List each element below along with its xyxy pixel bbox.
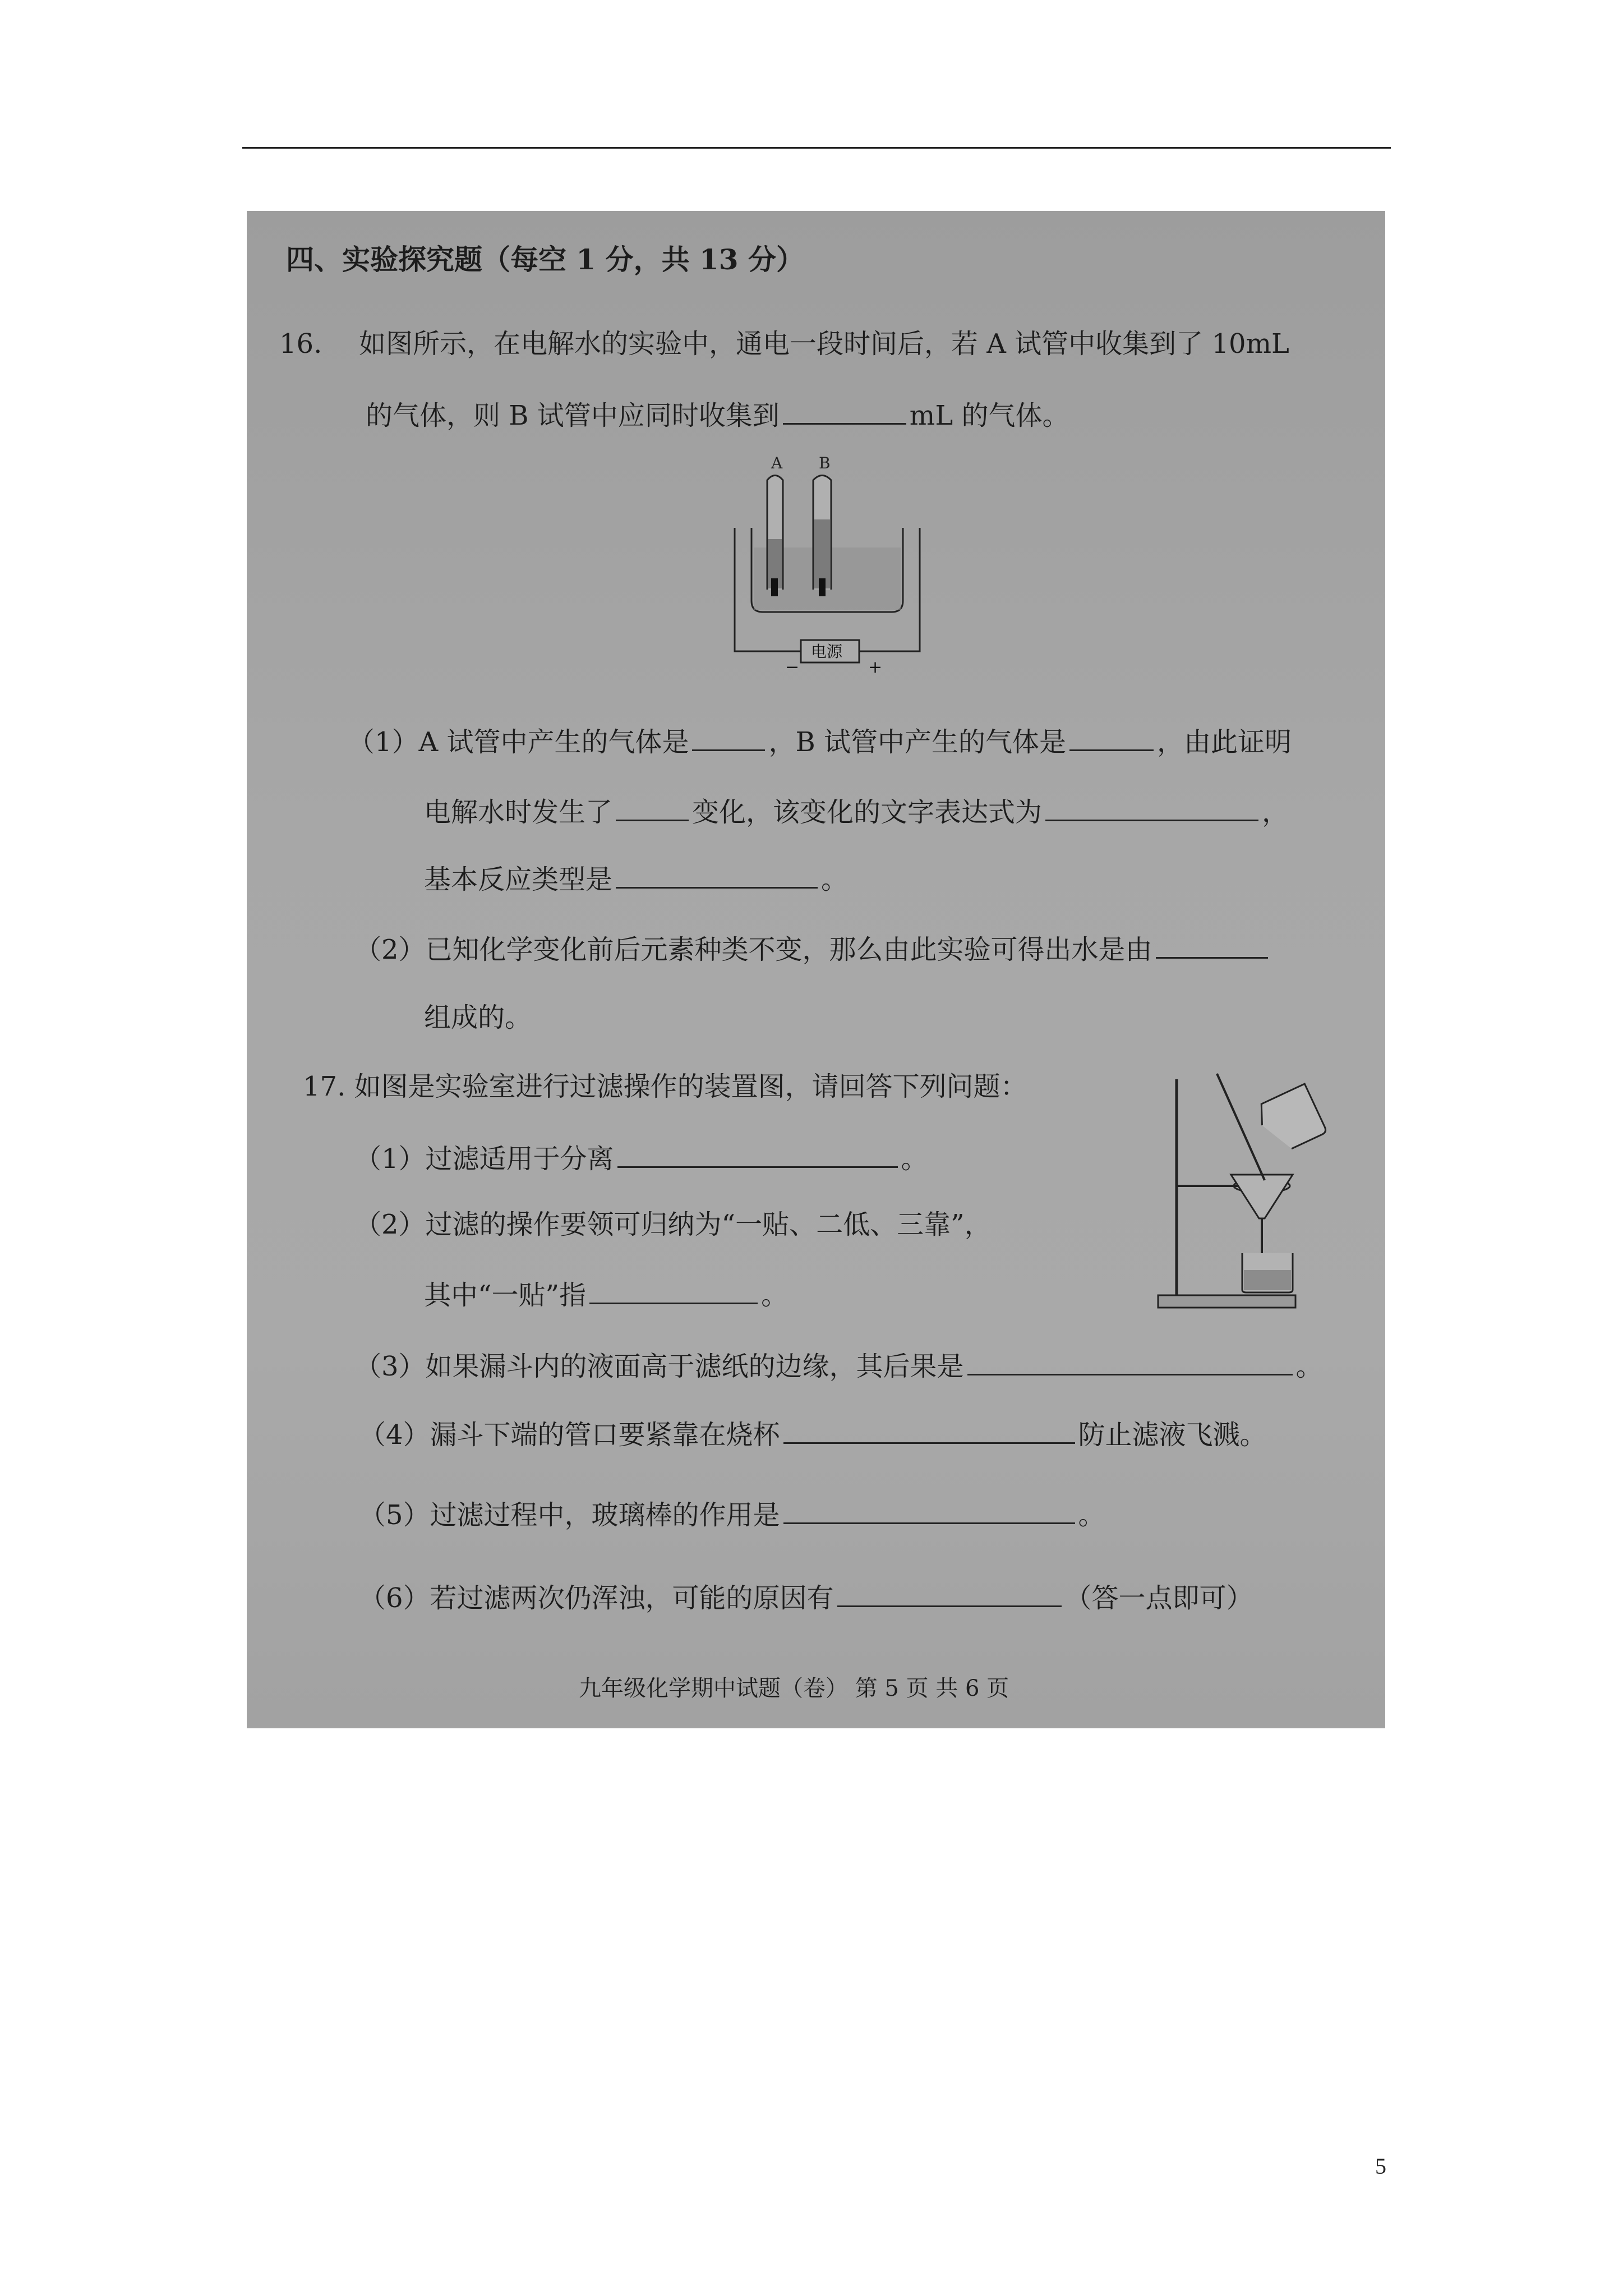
q16-part2-end: 组成的。 [424, 1002, 532, 1033]
q17-part2: （2）过滤的操作要领可归纳为“一贴、二低、三靠”， [354, 1209, 992, 1240]
q17-part1 [354, 1143, 928, 1175]
q16-part1b-suffix: ， [1262, 797, 1289, 828]
q17-blank-consequence[interactable] [967, 1351, 1293, 1375]
q17-part4 [359, 1419, 1267, 1451]
q16-blank-expression[interactable] [1045, 797, 1258, 821]
q17-part6 [359, 1583, 1253, 1612]
tube-b-label: B [819, 454, 831, 472]
q16-part1b-prefix: 电解水时发生了 [424, 797, 613, 828]
q16-part1-suffix: ，由此证明 [1157, 726, 1292, 758]
q17-part2-line2 [424, 1280, 788, 1309]
exam-footer: 九年级化学期中试题（卷） 第 5 页 共 6 页 [579, 1676, 1009, 1701]
q17-part3 [354, 1351, 1323, 1380]
q17-part6-suffix: （答一点即可） [1064, 1582, 1253, 1614]
q17-part6-prefix: （6）若过滤两次仍浑浊，可能的原因有 [359, 1582, 834, 1614]
q17-blank-beaker-wall[interactable] [783, 1420, 1075, 1444]
positive-sign: + [868, 657, 883, 677]
q16-part2-text: （2）已知化学变化前后元素种类不变，那么由此实验可得出水是由 [354, 934, 1152, 965]
q17-part3-suffix: 。 [1295, 1351, 1323, 1382]
q16-part1-prefix: （1）A 试管中产生的气体是 [348, 726, 689, 758]
q16-blank-volume[interactable] [783, 401, 906, 425]
stand-base [1158, 1295, 1295, 1308]
q16-line2-prefix: 的气体，则 B 试管中应同时收集到 [366, 400, 780, 431]
q16-part1-line3 [424, 864, 848, 893]
exam-page-photo [247, 211, 1385, 1728]
q17-part1-prefix: （1）过滤适用于分离 [354, 1143, 614, 1175]
q17-part2b-prefix: 其中“一贴”指 [424, 1280, 587, 1311]
q17-intro: 17. 如图是实验室进行过滤操作的装置图，请回答下列问题： [303, 1071, 1027, 1102]
q16-blank-gas-b[interactable] [1069, 727, 1154, 751]
electrode-b [819, 578, 826, 596]
filtrate [1244, 1270, 1291, 1290]
q16-number: 16. [279, 328, 322, 360]
negative-sign: − [785, 657, 800, 677]
q16-part2 [354, 935, 1271, 963]
q17-blank-separate[interactable] [617, 1144, 898, 1168]
header-rule [242, 147, 1391, 149]
q16-line1: 如图所示，在电解水的实验中，通电一段时间后，若 A 试管中收集到了 10mL [359, 328, 1289, 360]
q16-blank-reaction-type[interactable] [616, 864, 818, 889]
funnel [1231, 1175, 1293, 1218]
q16-part1 [348, 727, 1292, 756]
q17-part3-prefix: （3）如果漏斗内的液面高于滤纸的边缘，其后果是 [354, 1351, 964, 1382]
q16-line2 [366, 401, 1069, 429]
q17-part5-prefix: （5）过滤过程中，玻璃棒的作用是 [359, 1499, 780, 1531]
page-number: 5 [1375, 2154, 1386, 2179]
q17-part5-suffix: 。 [1078, 1499, 1105, 1531]
power-supply-label: 电源 [811, 642, 843, 661]
tube-b-water [814, 519, 830, 588]
pouring-beaker [1254, 1084, 1327, 1156]
q16-part1c-suffix: 。 [821, 864, 849, 895]
section-title: 四、实验探究题（每空 1 分，共 13 分） [286, 243, 804, 276]
q16-blank-gas-a[interactable] [692, 727, 765, 751]
q16-part1-mid: ，B 试管中产生的气体是 [768, 726, 1067, 758]
q17-blank-first-rule[interactable] [589, 1280, 758, 1304]
glass-rod [1217, 1074, 1265, 1180]
q17-part5 [359, 1500, 1105, 1529]
q17-part1-suffix: 。 [901, 1143, 928, 1175]
electrolysis-diagram [718, 449, 942, 685]
q17-blank-rod-function[interactable] [783, 1500, 1075, 1524]
q17-blank-reason[interactable] [837, 1583, 1062, 1607]
q17-part2b-suffix: 。 [761, 1280, 789, 1311]
electrode-a [771, 578, 778, 596]
q16-line2-suffix: mL 的气体。 [909, 400, 1069, 431]
q17-part4-prefix: （4）漏斗下端的管口要紧靠在烧杯 [359, 1419, 780, 1451]
q16-part1b-mid: 变化，该变化的文字表达式为 [692, 797, 1043, 828]
q16-part1c-prefix: 基本反应类型是 [424, 864, 613, 895]
q16-blank-change-type[interactable] [616, 797, 689, 821]
q16-part1-line2 [424, 797, 1289, 826]
tube-a-label: A [771, 454, 783, 472]
q16-blank-elements[interactable] [1156, 935, 1268, 959]
q17-part4-suffix: 防止滤液飞溅。 [1078, 1419, 1267, 1451]
filtration-apparatus-diagram [1150, 1068, 1340, 1315]
